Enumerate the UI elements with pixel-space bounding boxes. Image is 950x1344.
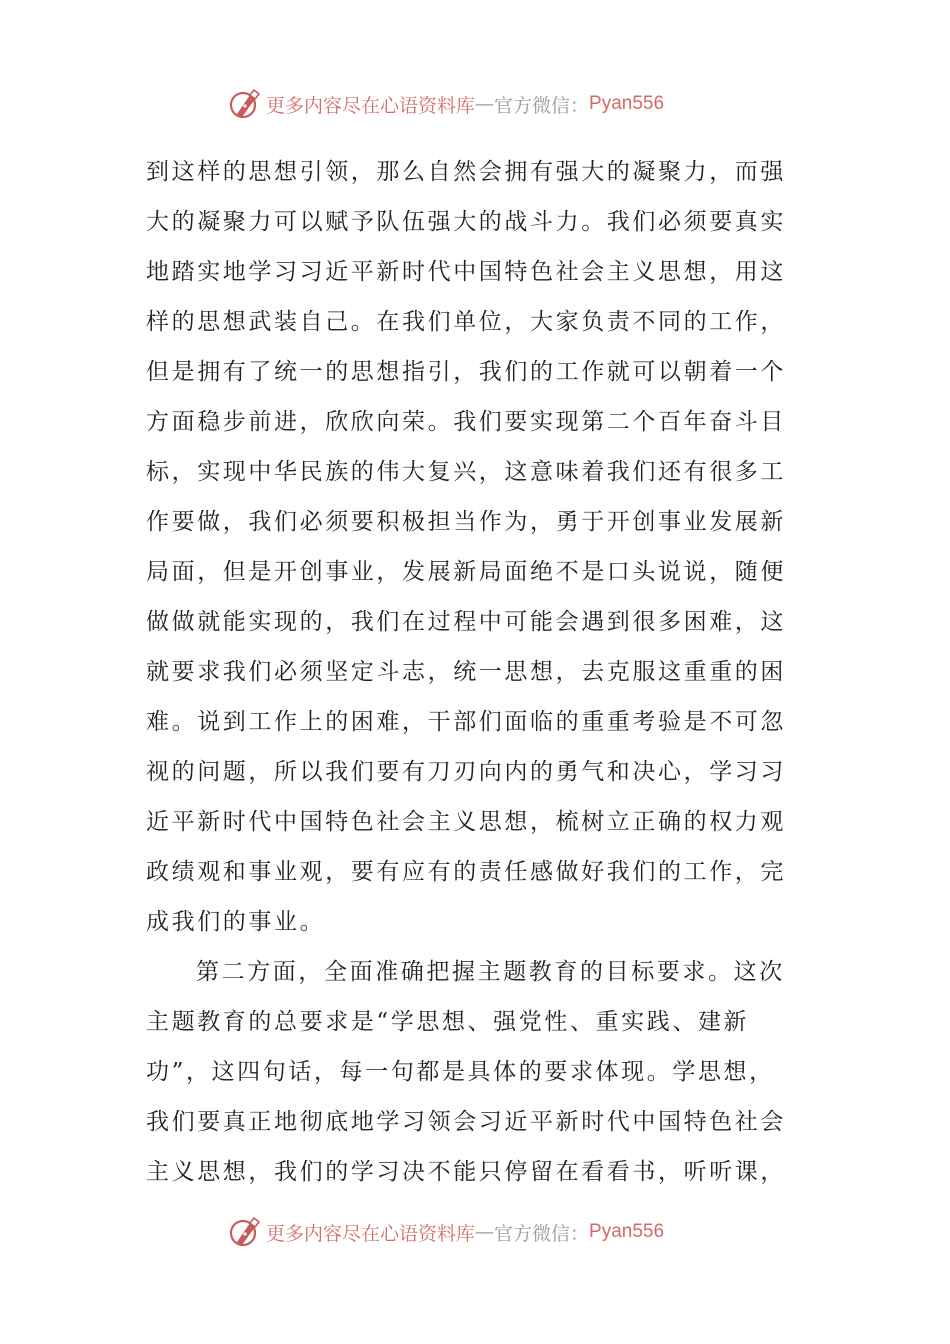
banner-wechat-id: Pyan556 <box>589 1221 665 1242</box>
banner-wechat-label: 官方微信： <box>494 1222 590 1245</box>
text-line: 大的凝聚力可以赋予队伍强大的战斗力。我们必须要真实 <box>146 209 786 235</box>
text-line: 但是拥有了统一的思想指引，我们的工作就可以朝着一个 <box>146 359 786 385</box>
banner-wechat-id: Pyan556 <box>589 93 665 114</box>
text-line: 做做就能实现的，我们在过程中可能会遇到很多困难，这 <box>146 609 786 635</box>
text-line: 成我们的事业。 <box>146 909 326 935</box>
text-line: 样的思想武装自己。在我们单位，大家负责不同的工作， <box>146 309 786 335</box>
text-line: 主义思想，我们的学习决不能只停留在看看书，听听课， <box>146 1159 786 1185</box>
banner-separator: — <box>475 93 495 115</box>
text-line: 标，实现中华民族的伟大复兴，这意味着我们还有很多工 <box>146 459 786 485</box>
text-line: 近平新时代中国特色社会主义思想，梳树立正确的权力观 <box>146 809 786 835</box>
banner-separator: — <box>475 1221 495 1243</box>
text-line: 难。说到工作上的困难，干部们面临的重重考验是不可忽 <box>146 709 786 735</box>
banner-site-text: 更多内容尽在心语资料库 <box>266 94 476 117</box>
text-line: 主题教育的总要求是“学思想、强党性、重实践、建新 <box>146 1009 750 1035</box>
banner-wechat-label: 官方微信： <box>494 94 590 117</box>
text-line: 局面，但是开创事业，发展新局面绝不是口头说说，随便 <box>146 559 786 585</box>
paragraph-start-line: 第二方面，全面准确把握主题教育的目标要求。这次 <box>196 959 785 985</box>
pen-nib-logo-icon <box>228 87 262 121</box>
text-line: 就要求我们必须坚定斗志，统一思想，去克服这重重的困 <box>146 659 786 685</box>
pen-nib-logo-icon <box>228 1215 262 1249</box>
text-line: 地踏实地学习习近平新时代中国特色社会主义思想，用这 <box>146 259 786 285</box>
body-text <box>146 147 786 1197</box>
header-banner <box>228 84 728 124</box>
text-line: 视的问题，所以我们要有刀刃向内的勇气和决心，学习习 <box>146 759 786 785</box>
text-line: 我们要真正地彻底地学习领会习近平新时代中国特色社会 <box>146 1109 786 1135</box>
text-line: 功”，这四句话，每一句都是具体的要求体现。学思想， <box>146 1059 775 1085</box>
text-line: 到这样的思想引领，那么自然会拥有强大的凝聚力，而强 <box>146 159 786 185</box>
banner-site-text: 更多内容尽在心语资料库 <box>266 1222 476 1245</box>
text-line: 方面稳步前进，欣欣向荣。我们要实现第二个百年奋斗目 <box>146 409 786 435</box>
text-line: 政绩观和事业观，要有应有的责任感做好我们的工作，完 <box>146 859 786 885</box>
text-line: 作要做，我们必须要积极担当作为，勇于开创事业发展新 <box>146 509 786 535</box>
footer-banner <box>228 1212 728 1252</box>
